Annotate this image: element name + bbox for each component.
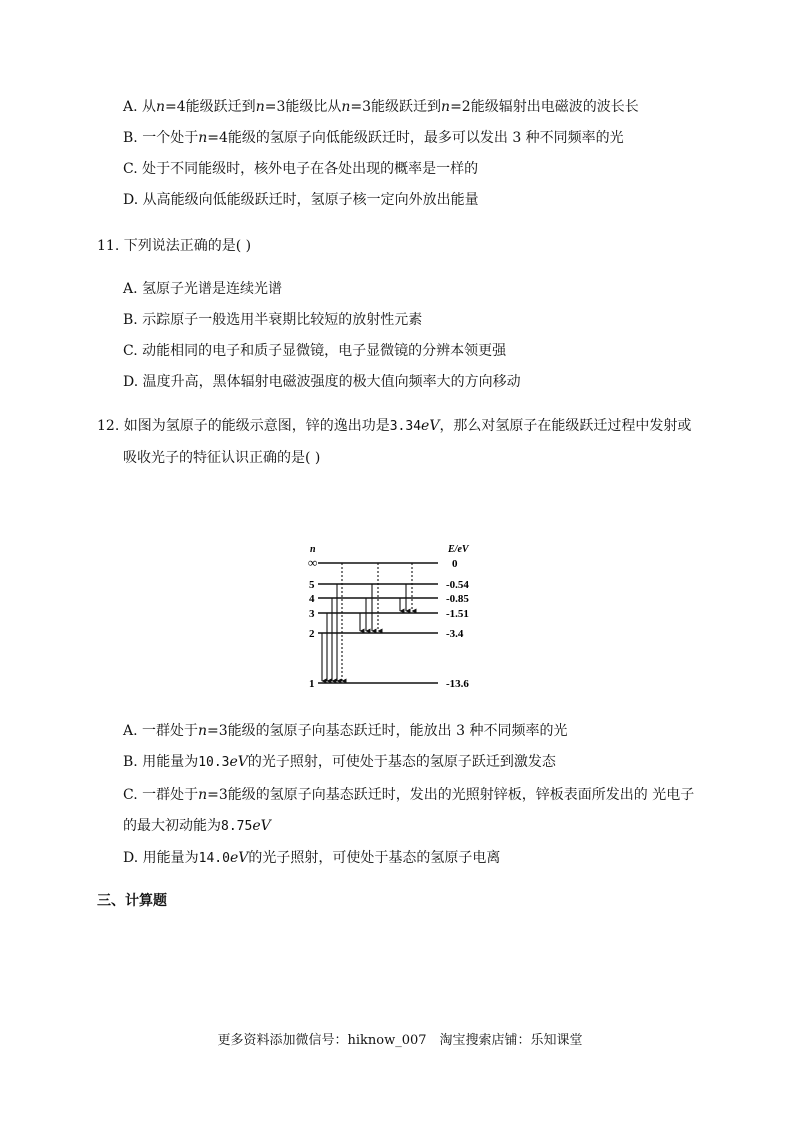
q12-stem-line1: 12. 如图为氢原子的能级示意图，锌的逸出功是3.34eV，那么对氢原子在能级跃迁过程中发射或: [97, 418, 692, 434]
q11-option-c: C. 动能相同的电子和质子显微镜，电子显微镜的分辨本领更强: [123, 343, 507, 359]
q10-option-b: B. 一个处于n=4能级的氢原子向低能级跃迁时，最多可以发出 3 种不同频率的光: [123, 130, 624, 146]
level-energy-1: -13.6: [446, 678, 469, 690]
level-n-3: 3: [309, 608, 315, 620]
transitions-to-n3: [400, 563, 412, 611]
level-energy-2: -3.4: [446, 628, 464, 640]
section-3-title: 三、计算题: [97, 893, 167, 909]
q12-option-a: A. 一群处于n=3能级的氢原子向基态跃迁时，能放出 3 种不同频率的光: [123, 723, 568, 739]
q10-option-d: D. 从高能级向低能级跃迁时，氢原子核一定向外放出能量: [123, 192, 479, 208]
q11-option-b: B. 示踪原子一般选用半衰期比较短的放射性元素: [123, 312, 423, 328]
level-n-2: 2: [309, 628, 315, 640]
level-n-4: 4: [309, 593, 315, 605]
transitions-to-n2: [360, 563, 378, 631]
page-footer: 更多资料添加微信号：hiknow_007 淘宝搜索店铺：乐知课堂: [217, 1033, 583, 1048]
q11-option-d: D. 温度升高，黑体辐射电磁波强度的极大值向频率大的方向移动: [123, 374, 521, 390]
q12-option-d: D. 用能量为14.0eV的光子照射，可使处于基态的氢原子电离: [123, 850, 501, 866]
level-energy-inf: 0: [452, 558, 458, 570]
level-energy-4: -0.85: [446, 593, 469, 605]
q11-stem: 11. 下列说法正确的是( ): [97, 238, 252, 254]
level-n-inf: ∞: [308, 555, 318, 570]
energy-level-diagram: [300, 540, 500, 695]
q11-option-a: A. 氢原子光谱是连续光谱: [123, 281, 283, 297]
q10-option-c: C. 处于不同能级时，核外电子在各处出现的概率是一样的: [123, 161, 479, 177]
level-energy-5: -0.54: [446, 579, 469, 591]
q12-option-c-line2: 的最大初动能为8.75eV: [123, 818, 271, 834]
level-energy-3: -1.51: [446, 608, 469, 620]
q10-option-a: A. 从n=4能级跃迁到n=3能级比从n=3能级跃迁到n=2能级辐射出电磁波的波长长: [123, 99, 639, 115]
diagram-e-header: E/eV: [448, 544, 469, 555]
level-n-1: 1: [309, 678, 315, 690]
q12-option-b: B. 用能量为10.3eV的光子照射，可使处于基态的氢原子跃迁到激发态: [123, 754, 556, 770]
level-n-5: 5: [309, 579, 315, 591]
q12-option-c-line1: C. 一群处于n=3能级的氢原子向基态跃迁时，发出的光照射锌板，锌板表面所发出的 光电子: [123, 787, 695, 803]
diagram-n-header: n: [310, 544, 316, 555]
transitions-to-ground: [322, 563, 342, 681]
q12-stem-line2: 吸收光子的特征认识正确的是( ): [123, 450, 321, 466]
